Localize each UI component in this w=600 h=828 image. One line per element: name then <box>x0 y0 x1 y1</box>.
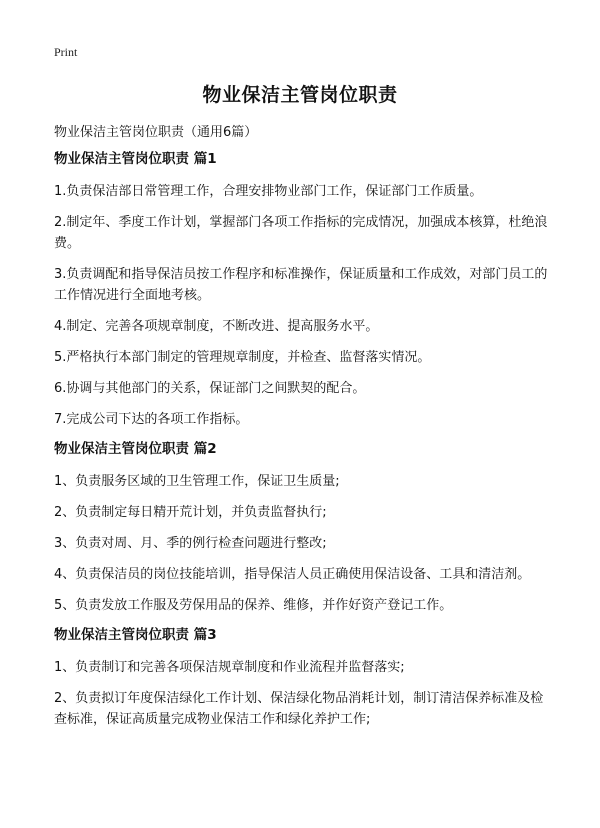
list-item: 2.制定年、季度工作计划，掌握部门各项工作指标的完成情况，加强成本核算，杜绝浪费。 <box>54 215 548 251</box>
section-heading: 物业保洁主管岗位职责 篇3 <box>54 627 217 643</box>
list-item: 2、负责拟订年度保洁绿化工作计划、保洁绿化物品消耗计划，制订清洁保养标准及检查标准，保证高质量完成物业保洁工作和绿化养护工作; <box>54 691 544 727</box>
document-body <box>54 150 554 740</box>
list-item: 4.制定、完善各项规章制度，不断改进、提高服务水平。 <box>54 319 379 334</box>
section-1 <box>54 150 554 430</box>
list-item: 3.负责调配和指导保洁员按工作程序和标准操作，保证质量和工作成效，对部门员工的工作情况进行全面地考核。 <box>54 267 548 303</box>
list-item: 7.完成公司下达的各项工作指标。 <box>54 412 249 427</box>
list-item: 6.协调与其他部门的关系，保证部门之间默契的配合。 <box>54 381 366 396</box>
list-item: 3、负责对周、月、季的例行检查问题进行整改; <box>54 536 327 551</box>
list-item: 2、负责制定每日精开荒计划，并负责监督执行; <box>54 505 327 520</box>
section-heading: 物业保洁主管岗位职责 篇2 <box>54 441 217 457</box>
list-item: 4、负责保洁员的岗位技能培训，指导保洁人员正确使用保洁设备、工具和清洁剂。 <box>54 567 531 582</box>
list-item: 1、负责服务区域的卫生管理工作，保证卫生质量; <box>54 474 340 489</box>
list-item: 1.负责保洁部日常管理工作，合理安排物业部门工作，保证部门工作质量。 <box>54 184 483 199</box>
section-3 <box>54 626 554 730</box>
list-item: 1、负责制订和完善各项保洁规章制度和作业流程并监督落实; <box>54 660 405 675</box>
list-item: 5、负责发放工作服及劳保用品的保养、维修，并作好资产登记工作。 <box>54 598 453 613</box>
list-item: 5.严格执行本部门制定的管理规章制度，并检查、监督落实情况。 <box>54 350 431 365</box>
section-heading: 物业保洁主管岗位职责 篇1 <box>54 151 217 167</box>
document-title: 物业保洁主管岗位职责 <box>202 84 398 106</box>
document-subtitle: 物业保洁主管岗位职责（通用6篇） <box>54 125 258 140</box>
section-2 <box>54 440 554 616</box>
print-link[interactable]: Print <box>54 45 78 59</box>
